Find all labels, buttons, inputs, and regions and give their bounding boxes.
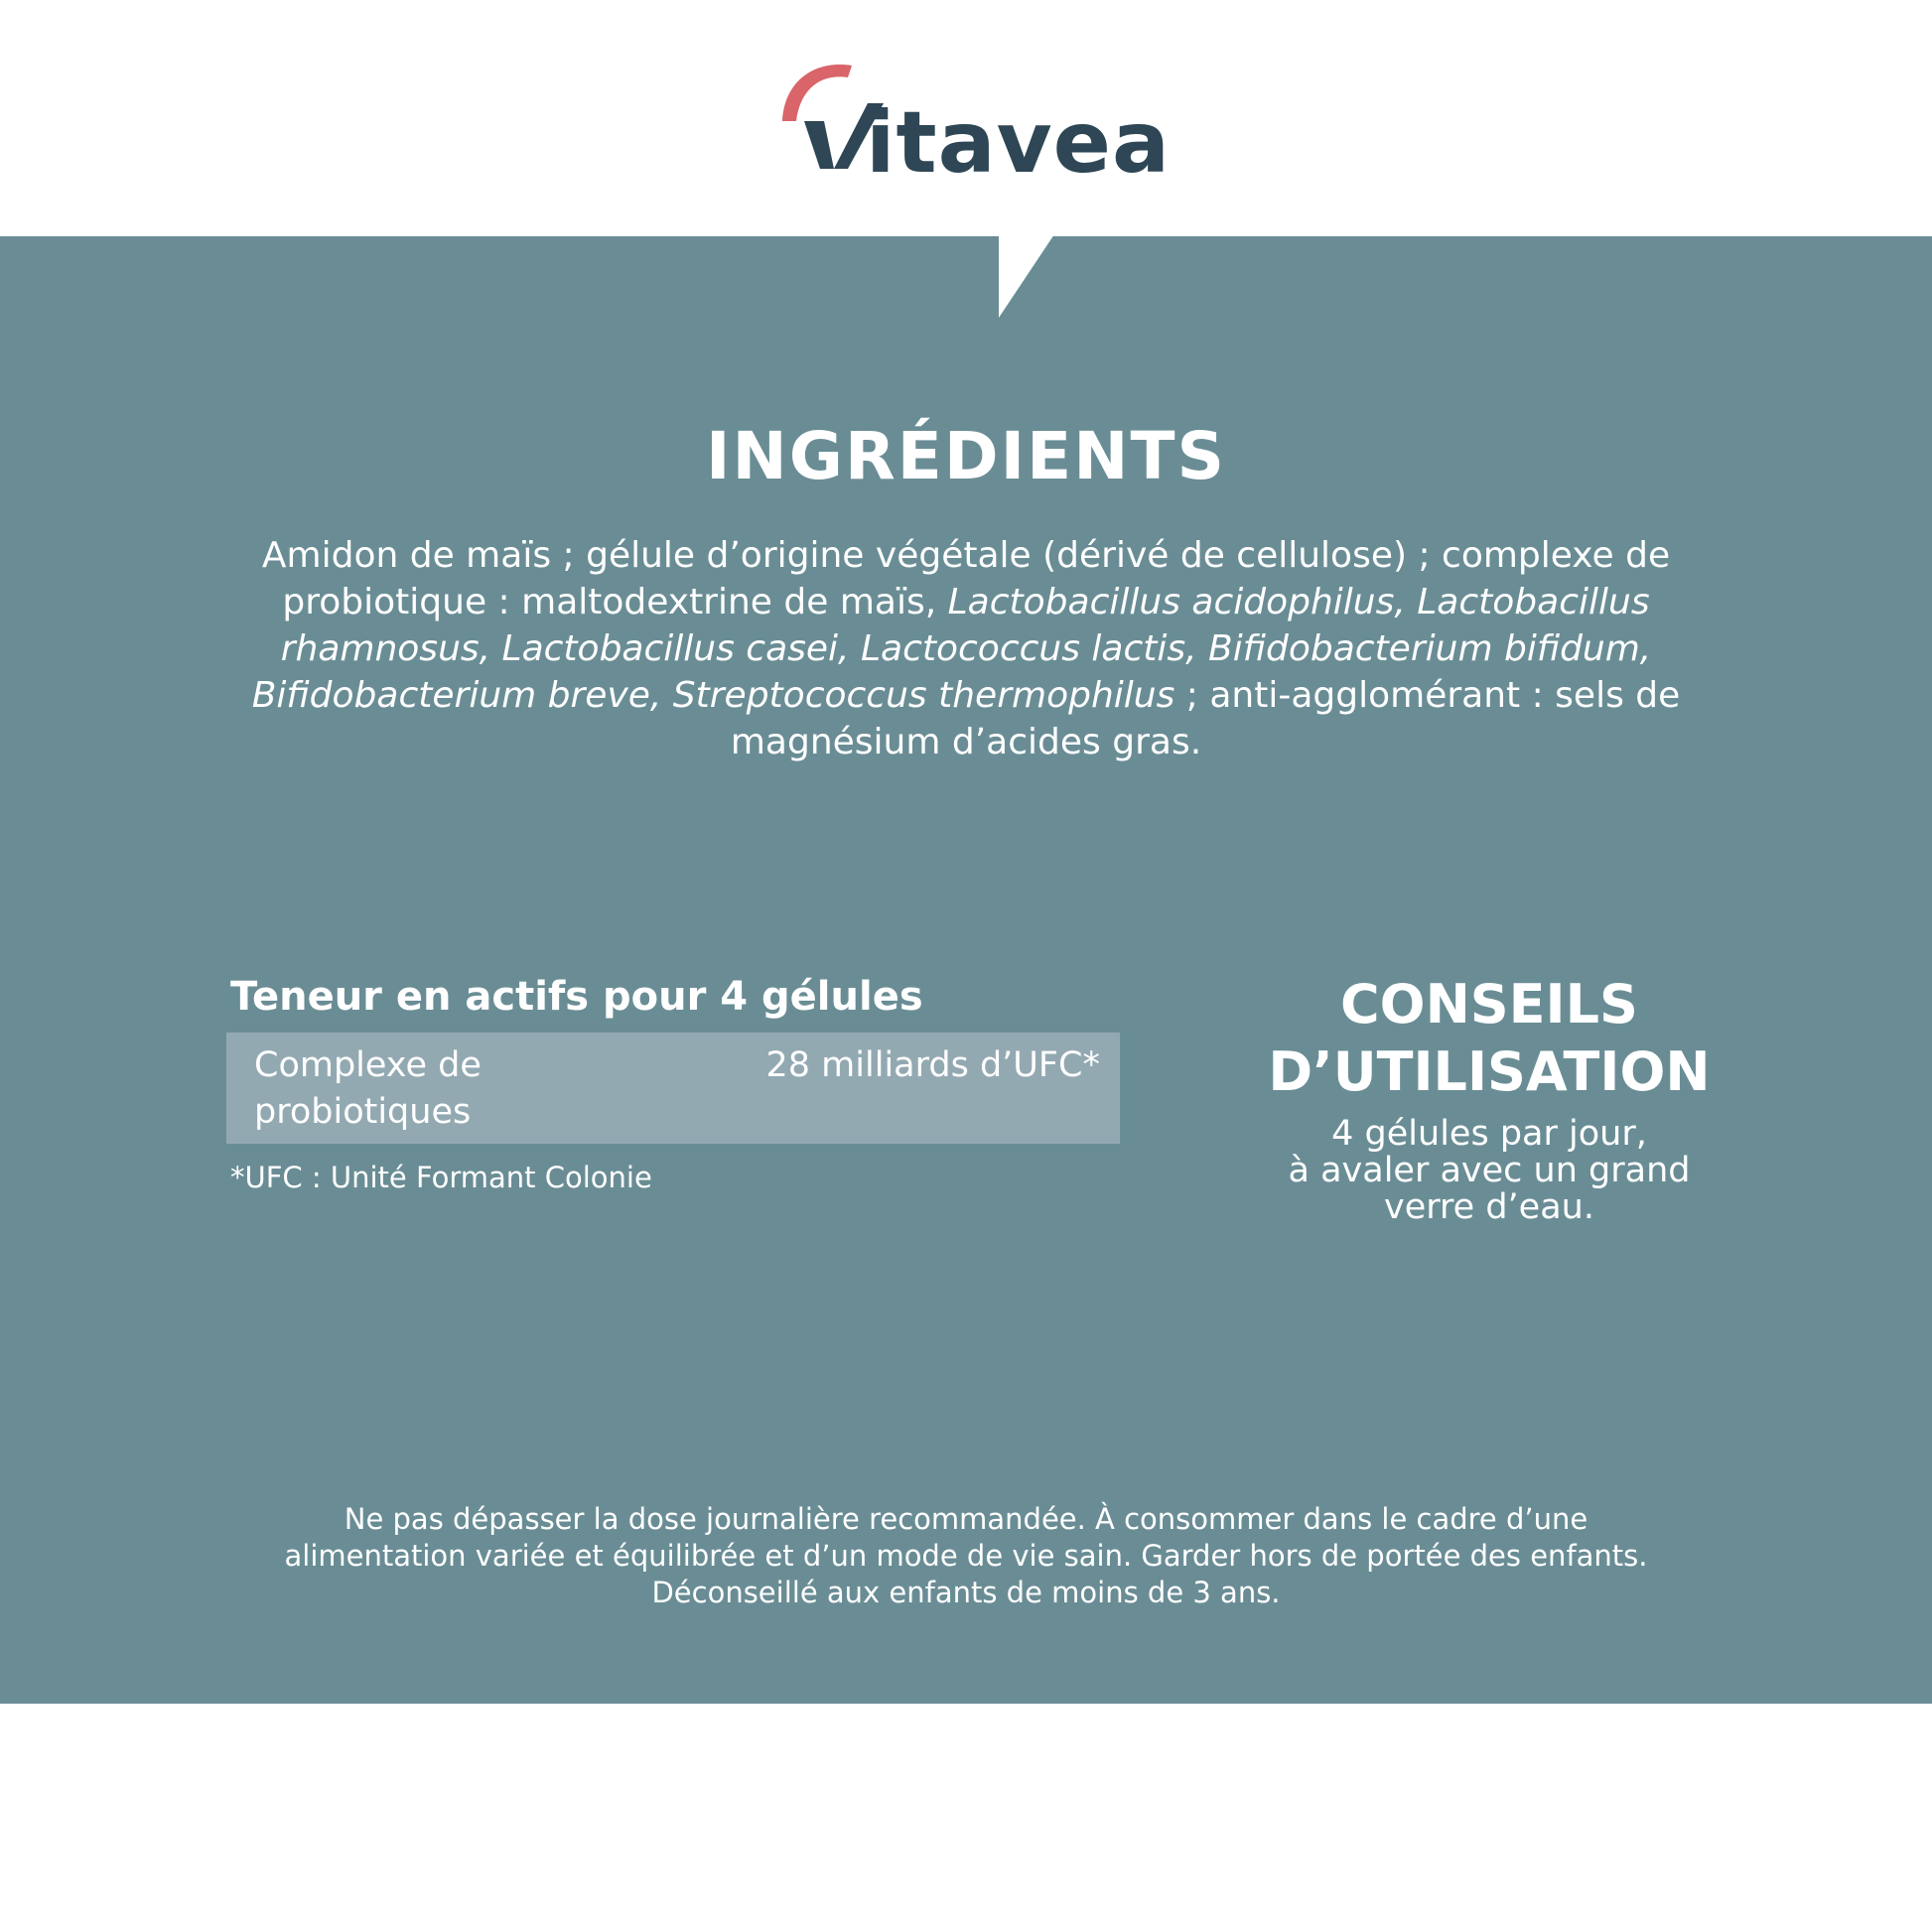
warning-line3: Déconseillé aux enfants de moins de 3 ans. bbox=[651, 1576, 1281, 1609]
teneur-title: Teneur en actifs pour 4 gélules bbox=[230, 974, 923, 1020]
conseils-title bbox=[1231, 971, 1747, 1106]
ingredients-text bbox=[218, 532, 1714, 765]
warning-line1: Ne pas dépasser la dose journalière recommandée. À consommer dans le cadre d’une bbox=[344, 1502, 1588, 1536]
teneur-table bbox=[226, 1033, 1120, 1144]
ingredients-part2: ; anti-agglomérant : sels de magnésium d’acides gras. bbox=[730, 675, 1681, 762]
speech-notch-icon bbox=[999, 234, 1054, 320]
ingredients-title: INGRÉDIENTS bbox=[705, 418, 1227, 494]
warning-line2: alimentation variée et équilibrée et d’un mode de vie sain. Garder hors de portée des enfants. bbox=[284, 1539, 1648, 1573]
brand-logo bbox=[774, 52, 1172, 191]
table-row-value: 28 milliards d’UFC* bbox=[765, 1045, 1100, 1085]
conseils-line2: à avaler avec un grand bbox=[1288, 1151, 1691, 1190]
warning-text bbox=[199, 1501, 1733, 1611]
conseils-title-line1: CONSEILS bbox=[1340, 973, 1638, 1035]
conseils-text bbox=[1231, 1116, 1747, 1226]
table-row-name: Complexe de probiotiques bbox=[254, 1045, 482, 1132]
ingredients-species: Lactobacillus acidophilus, Lactobacillus rhamnosus, Lactobacillus casei, Lactococcus lactis, Bifidobacterium bifidum, Bifidobacterium breve, Streptococcus thermophilus bbox=[251, 582, 1652, 716]
conseils-title-line2: D’UTILISATION bbox=[1268, 1040, 1711, 1103]
ufc-footnote: *UFC : Unité Formant Colonie bbox=[230, 1161, 652, 1194]
conseils-line1: 4 gélules par jour, bbox=[1331, 1114, 1647, 1154]
ingredients-part1: Amidon de maïs ; gélule d’origine végétale (dérivé de cellulose) ; complexe de probiotique : maltodextrine de maïs, bbox=[261, 535, 1671, 622]
conseils-line3: verre d’eau. bbox=[1384, 1187, 1594, 1227]
brand-wordmark: itavea bbox=[866, 93, 1172, 193]
